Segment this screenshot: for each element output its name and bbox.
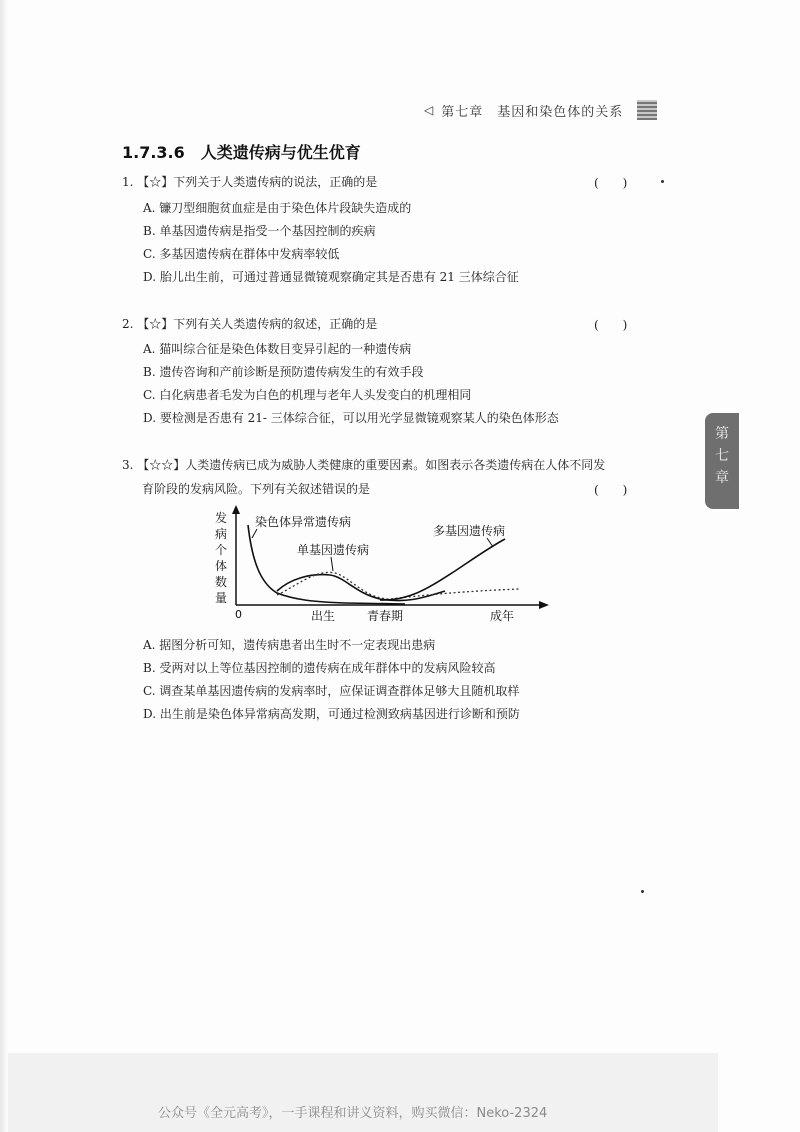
scan-speck <box>661 180 664 183</box>
question-2-option-a: A. 猫叫综合征是染色体数目变异引起的一种遗传病 <box>143 342 412 356</box>
side-tab-char: 章 <box>715 470 729 486</box>
side-tab-char: 七 <box>715 448 729 464</box>
series-label-multi-gene: 多基因遗传病 <box>433 524 506 538</box>
back-arrow-icon[interactable]: ◁ <box>424 103 434 117</box>
question-3-stem-line-2: 育阶段的发病风险。下列有关叙述错误的是 <box>142 482 371 496</box>
series-label-single-gene: 单基因遗传病 <box>297 543 370 557</box>
series-line-single-gene <box>277 575 445 601</box>
series-line-single-gene-dotted <box>277 572 520 599</box>
question-3-option-d: D. 出生前是染色体异常病高发期，可通过检测致病基因进行诊断和预防 <box>143 707 520 721</box>
x-axis-arrow <box>539 601 549 609</box>
y-axis-label <box>215 510 227 605</box>
question-3-stem-line-1: 3. 【☆☆】人类遗传病已成为威胁人类健康的重要因素。如图表示各类遗传病在人体不同发 <box>122 458 606 472</box>
y-axis-label-char: 数 <box>215 575 228 589</box>
scan-speck <box>641 890 644 893</box>
question-1-option-c: C. 多基因遗传病在群体中发病率较低 <box>143 247 340 261</box>
qr-code-icon <box>637 100 657 120</box>
question-2-option-c: C. 白化病患者毛发为白色的机理与老年人头发变白的机理相同 <box>143 388 472 402</box>
x-tick-label-birth: 出生 <box>311 609 336 623</box>
chapter-side-tab[interactable] <box>705 413 739 509</box>
series-leader-chromosomal <box>252 529 257 538</box>
question-3-option-b: B. 受两对以上等位基因控制的遗传病在成年群体中的发病风险较高 <box>143 661 496 675</box>
y-axis-label-char: 体 <box>215 559 228 573</box>
series-label-chromosomal: 染色体异常遗传病 <box>255 515 352 529</box>
y-axis-arrow <box>232 505 240 514</box>
y-axis-label-char: 量 <box>215 591 228 605</box>
chapter-header <box>424 100 657 120</box>
question-1-option-a: A. 镰刀型细胞贫血症是由于染色体片段缺失造成的 <box>143 201 412 215</box>
chapter-title: 第七章 基因和染色体的关系 <box>441 104 624 120</box>
origin-label: 0 <box>235 608 242 621</box>
x-tick-label-puberty: 青春期 <box>367 609 404 623</box>
question-3-answer-blank: ( ) <box>594 483 628 497</box>
series-leader-single-gene <box>331 557 333 571</box>
question-3-option-a: A. 据图分析可知，遗传病患者出生时不一定表现出患病 <box>143 638 436 652</box>
question-1-option-d: D. 胎儿出生前，可通过普通显微镜观察确定其是否患有 21 三体综合征 <box>143 270 519 284</box>
question-1-stem: 1. 【☆】下列关于人类遗传病的说法，正确的是 <box>122 175 378 189</box>
question-2-option-b: B. 遗传咨询和产前诊断是预防遗传病发生的有效手段 <box>143 365 424 379</box>
footer-watermark-text: 公众号《全元高考》，一手课程和讲义资料，购买微信：Neko-2324 <box>158 1106 548 1121</box>
side-tab-char: 第 <box>715 426 729 442</box>
question-2-answer-blank: ( ) <box>594 318 628 332</box>
page-edge-shadow <box>0 0 8 1132</box>
question-2-option-d: D. 要检测是否患有 21- 三体综合征，可以用光学显微镜观察某人的染色体形态 <box>143 411 559 425</box>
y-axis-label-char: 个 <box>215 543 228 557</box>
y-axis-label-char: 发 <box>215 511 228 525</box>
question-1-answer-blank: ( ) <box>594 176 628 190</box>
question-1-option-b: B. 单基因遗传病是指受一个基因控制的疾病 <box>143 224 376 238</box>
series-line-chromosomal <box>248 525 405 604</box>
y-axis-label-char: 病 <box>215 527 228 541</box>
series-leader-multi-gene <box>487 538 493 547</box>
section-title: 1.7.3.6 人类遗传病与优生优育 <box>122 143 361 162</box>
disease-risk-chart <box>205 505 565 630</box>
question-3-option-c: C. 调查某单基因遗传病的发病率时，应保证调查群体足够大且随机取样 <box>143 684 520 698</box>
x-tick-label-adult: 成年 <box>490 609 515 623</box>
question-2-stem: 2. 【☆】下列有关人类遗传病的叙述，正确的是 <box>122 317 378 331</box>
